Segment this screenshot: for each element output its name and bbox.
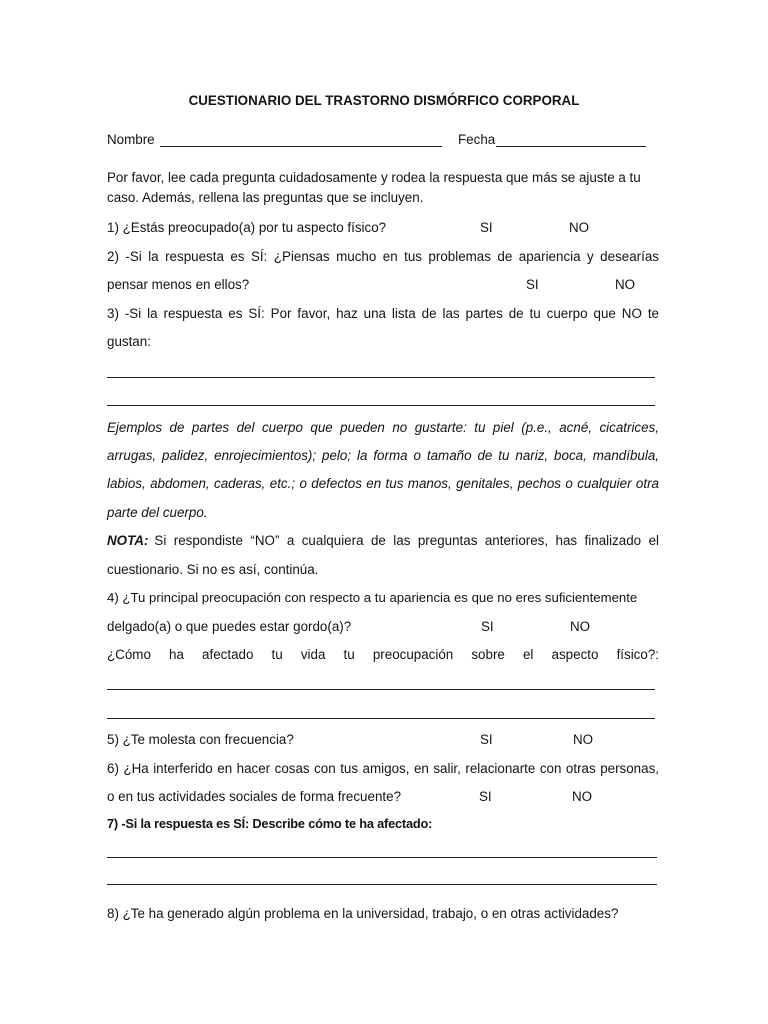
question-4-line-2: delgado(a) o que puedes estar gordo(a)? — [107, 619, 352, 634]
question-4b: ¿Cómo ha afectado tu vida tu preocupación sobre el aspecto físico?: — [107, 647, 659, 662]
question-6-line-1: 6) ¿Ha interferido en hacer cosas con tus amigos, en salir, relacionarte con otras personas, — [107, 761, 659, 776]
q2-yes-option[interactable]: SI — [526, 277, 539, 292]
page-title: CUESTIONARIO DEL TRASTORNO DISMÓRFICO CORPORAL — [188, 93, 580, 108]
examples-line-1: Ejemplos de partes del cuerpo que pueden no gustarte: tu piel (p.e., acné, cicatrices, — [107, 420, 659, 435]
q4b-answer-line-2[interactable] — [107, 718, 655, 719]
note-line-2: cuestionario. Si no es así, continúa. — [107, 562, 319, 577]
note-text: Si respondiste “NO” a cualquiera de las preguntas anteriores, has finalizado el — [154, 533, 659, 548]
q7-answer-line-1[interactable] — [107, 857, 657, 858]
question-5: 5) ¿Te molesta con frecuencia? — [107, 732, 294, 747]
q3-answer-line-1[interactable] — [107, 377, 655, 378]
date-label: Fecha — [458, 132, 496, 147]
question-7: 7) -Si la respuesta es SÍ: Describe cómo te ha afectado: — [107, 816, 433, 831]
q4-yes-option[interactable]: SI — [481, 619, 494, 634]
q4b-answer-line-1[interactable] — [107, 689, 655, 690]
name-label: Nombre — [107, 132, 155, 147]
q6-no-option[interactable]: NO — [572, 789, 593, 804]
question-6-line-2: o en tus actividades sociales de forma frecuente? — [107, 789, 402, 804]
q5-no-option[interactable]: NO — [573, 732, 594, 747]
q1-yes-option[interactable]: SI — [480, 220, 493, 235]
examples-line-2: arrugas, palidez, enrojecimientos); pelo; la forma o tamaño de tu nariz, boca, mandíbula, — [107, 448, 659, 463]
question-4-line-1: 4) ¿Tu principal preocupación con respecto a tu apariencia es que no eres suficientemente — [107, 590, 638, 605]
note-line-1 — [107, 533, 659, 549]
q6-yes-option[interactable]: SI — [479, 789, 492, 804]
intro-line-1: Por favor, lee cada pregunta cuidadosamente y rodea la respuesta que más se ajuste a tu — [107, 170, 641, 185]
q4-no-option[interactable]: NO — [570, 619, 591, 634]
q5-yes-option[interactable]: SI — [480, 732, 493, 747]
q7-answer-line-2[interactable] — [107, 884, 657, 885]
question-3-line-1: 3) -Si la respuesta es SÍ: Por favor, haz una lista de las partes de tu cuerpo que NO te — [107, 306, 659, 321]
question-1: 1) ¿Estás preocupado(a) por tu aspecto físico? — [107, 220, 387, 235]
examples-line-4: parte del cuerpo. — [107, 505, 208, 520]
q2-no-option[interactable]: NO — [615, 277, 636, 292]
question-3-line-2: gustan: — [107, 334, 151, 349]
note-label: NOTA: — [107, 533, 149, 548]
q1-no-option[interactable]: NO — [569, 220, 590, 235]
question-2-line-1: 2) -Si la respuesta es SÍ: ¿Piensas mucho en tus problemas de apariencia y desearías — [107, 249, 659, 264]
q3-answer-line-2[interactable] — [107, 405, 655, 406]
name-field[interactable] — [160, 146, 442, 147]
question-8: 8) ¿Te ha generado algún problema en la universidad, trabajo, o en otras actividades? — [107, 906, 619, 921]
question-2-line-2: pensar menos en ellos? — [107, 277, 250, 292]
date-field[interactable] — [496, 146, 646, 147]
examples-line-3: labios, abdomen, caderas, etc.; o defectos en tus manos, genitales, pechos o cualquier otra — [107, 476, 659, 491]
intro-line-2: caso. Además, rellena las preguntas que se incluyen. — [107, 190, 424, 205]
